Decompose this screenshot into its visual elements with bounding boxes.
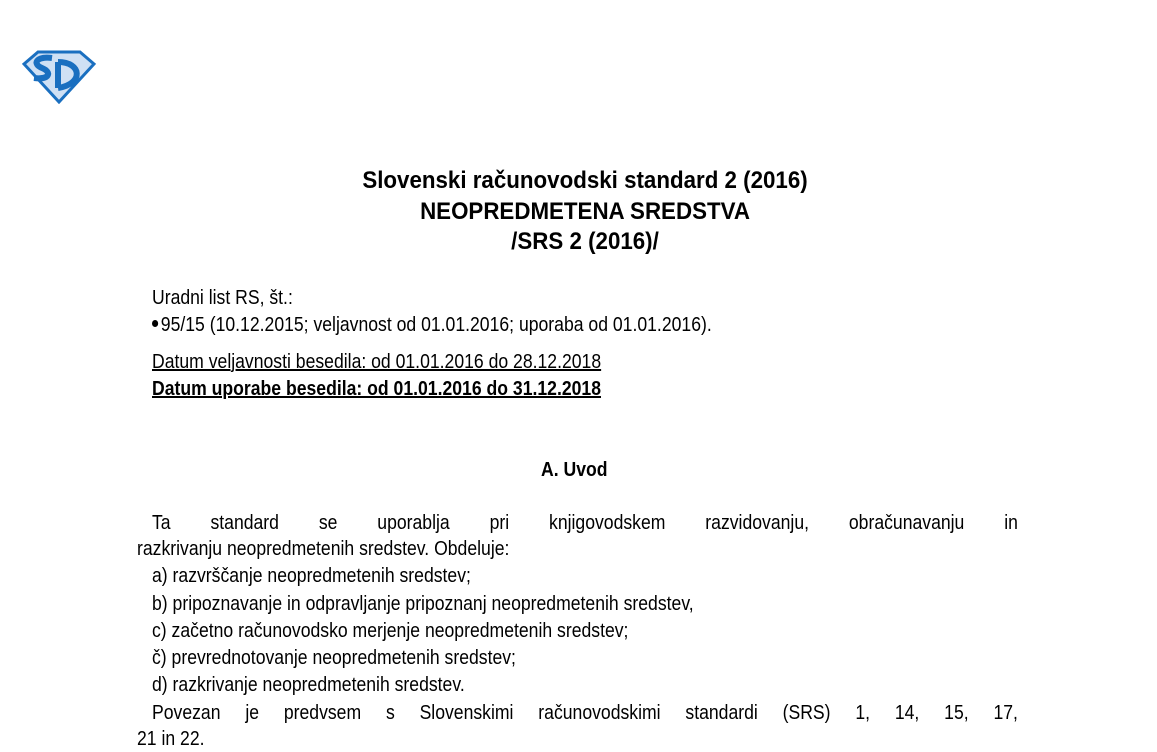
related-line: Povezan je predvsem s Slovenskimi računovodskimi standardi (SRS) 1, 14, 15, 17, — [152, 702, 1018, 724]
gazette-entry — [152, 312, 712, 338]
validity-date: Datum veljavnosti besedila: od 01.01.2016 do 28.12.2018 — [152, 351, 602, 373]
logo — [22, 48, 96, 104]
document-title: Slovenski računovodski standard 2 (2016) — [362, 167, 808, 194]
bullet-icon — [152, 320, 158, 327]
section-heading: A. Uvod — [541, 459, 608, 481]
related-line: 21 in 22. — [137, 728, 205, 750]
gazette-entry-text: 95/15 (10.12.2015; veljavnost od 01.01.2016; uporaba od 01.01.2016). — [160, 314, 712, 336]
list-item: b) pripoznavanje in odpravljanje pripoznanj neopredmetenih sredstev, — [152, 593, 694, 615]
gazette-label: Uradni list RS, št.: — [152, 287, 293, 309]
list-item: č) prevrednotovanje neopredmetenih sredstev; — [152, 647, 516, 669]
intro-line: Ta standard se uporablja pri knjigovodskem razvidovanju, obračunavanju in — [152, 512, 1018, 534]
list-item: c) začetno računovodsko merjenje neopredmetenih sredstev; — [152, 620, 629, 642]
list-item: d) razkrivanje neopredmetenih sredstev. — [152, 674, 465, 696]
application-date: Datum uporabe besedila: od 01.01.2016 do 31.12.2018 — [152, 378, 602, 400]
list-item: a) razvrščanje neopredmetenih sredstev; — [152, 565, 471, 587]
document-code: /SRS 2 (2016)/ — [511, 228, 659, 255]
document-subtitle: NEOPREDMETENA SREDSTVA — [420, 198, 750, 225]
intro-line: razkrivanju neopredmetenih sredstev. Obdeluje: — [137, 538, 510, 560]
